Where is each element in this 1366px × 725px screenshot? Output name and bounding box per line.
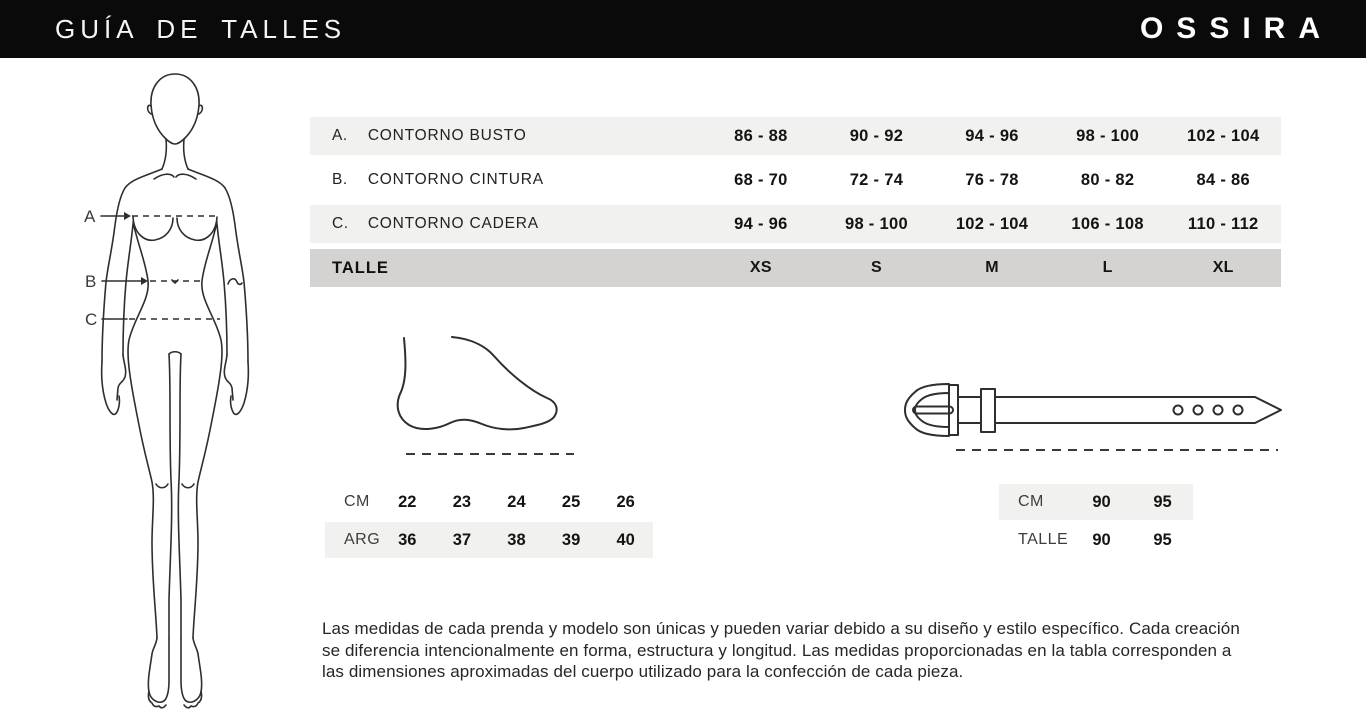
shoe-arg-value: 38 bbox=[507, 530, 526, 549]
value-m: 94 - 96 bbox=[965, 126, 1019, 145]
belt-talle-value: 95 bbox=[1153, 530, 1172, 549]
row-label: CONTORNO CINTURA bbox=[367, 171, 544, 188]
bust-measure-marker bbox=[84, 207, 218, 226]
size-l: L bbox=[1102, 259, 1113, 276]
size-row-label: TALLE bbox=[332, 258, 389, 277]
belt-size-table bbox=[999, 484, 1193, 560]
belt-buckle bbox=[905, 384, 958, 436]
size-xl: XL bbox=[1212, 259, 1234, 276]
shoe-arg-value: 39 bbox=[561, 530, 581, 549]
shoe-arg-value: 40 bbox=[616, 530, 635, 549]
value-s: 90 - 92 bbox=[849, 126, 904, 145]
waist-measure-marker bbox=[85, 272, 201, 291]
hip-measure-marker bbox=[85, 310, 220, 329]
figure-outline bbox=[102, 74, 249, 708]
belt-row-label: CM bbox=[1018, 493, 1044, 510]
value-xl: 102 - 104 bbox=[1187, 126, 1260, 145]
shoe-cm-value: 26 bbox=[616, 492, 635, 511]
female-figure-illustration bbox=[72, 60, 272, 710]
foot-illustration bbox=[396, 336, 581, 461]
row-label: CONTORNO BUSTO bbox=[367, 127, 527, 144]
belt-strap bbox=[958, 389, 1281, 432]
belt-row-label: TALLE bbox=[1018, 531, 1069, 548]
measurement-table bbox=[310, 117, 1281, 287]
shoe-arg-value: 36 bbox=[398, 530, 417, 549]
shoe-cm-value: 24 bbox=[507, 492, 526, 511]
value-s: 98 - 100 bbox=[844, 214, 908, 233]
shoe-row-cm bbox=[325, 484, 653, 520]
table-row-cintura bbox=[310, 161, 1281, 199]
value-m: 76 - 78 bbox=[965, 170, 1019, 189]
row-letter: B. bbox=[332, 171, 348, 188]
size-m: M bbox=[985, 259, 999, 276]
value-l: 106 - 108 bbox=[1071, 214, 1144, 233]
shoe-cm-value: 22 bbox=[398, 492, 417, 511]
marker-a-label: A bbox=[84, 207, 96, 226]
shoe-row-label: CM bbox=[344, 493, 370, 510]
size-xs: XS bbox=[749, 259, 772, 276]
value-xs: 86 - 88 bbox=[734, 126, 788, 145]
belt-row-talle bbox=[999, 522, 1193, 558]
shoe-cm-value: 23 bbox=[452, 492, 472, 511]
value-s: 72 - 74 bbox=[849, 170, 904, 189]
disclaimer-text: Las medidas de cada prenda y modelo son únicas y pueden variar debido a su diseño y estilo específico. Cada creación se diferencia intencionalmente en forma, estructura y longitud. Las medidas proporcionadas en la tabla corresponden a las dimensiones aproximadas del cuerpo utilizado para la confección de cada pieza. bbox=[322, 619, 1240, 681]
value-xs: 94 - 96 bbox=[734, 214, 788, 233]
belt-illustration bbox=[903, 380, 1287, 455]
page-title: GUÍA DE TALLES bbox=[55, 13, 347, 44]
value-xs: 68 - 70 bbox=[734, 170, 788, 189]
belt-talle-value: 90 bbox=[1092, 530, 1111, 549]
shoe-row-label: ARG bbox=[344, 531, 381, 548]
header-bar bbox=[0, 0, 1366, 58]
value-l: 80 - 82 bbox=[1080, 170, 1135, 189]
marker-c-label: C bbox=[85, 310, 98, 329]
belt-cm-value: 95 bbox=[1153, 492, 1172, 511]
shoe-arg-value: 37 bbox=[452, 530, 472, 549]
value-xl: 84 - 86 bbox=[1196, 170, 1250, 189]
marker-b-label: B bbox=[85, 272, 97, 291]
shoe-size-table bbox=[325, 484, 653, 560]
table-row-talle bbox=[310, 249, 1281, 287]
row-label: CONTORNO CADERA bbox=[367, 215, 539, 232]
row-letter: C. bbox=[332, 215, 349, 232]
belt-cm-value: 90 bbox=[1092, 492, 1111, 511]
value-xl: 110 - 112 bbox=[1187, 214, 1259, 233]
table-row-cadera bbox=[310, 205, 1281, 243]
shoe-cm-value: 25 bbox=[561, 492, 581, 511]
value-m: 102 - 104 bbox=[955, 214, 1029, 233]
belt-row-cm bbox=[999, 484, 1193, 520]
size-s: S bbox=[870, 259, 882, 276]
brand-logo: OSSIRA bbox=[1139, 12, 1333, 45]
table-row-busto bbox=[310, 117, 1281, 155]
value-l: 98 - 100 bbox=[1076, 126, 1140, 145]
shoe-row-arg bbox=[325, 522, 653, 558]
row-letter: A. bbox=[332, 127, 348, 144]
